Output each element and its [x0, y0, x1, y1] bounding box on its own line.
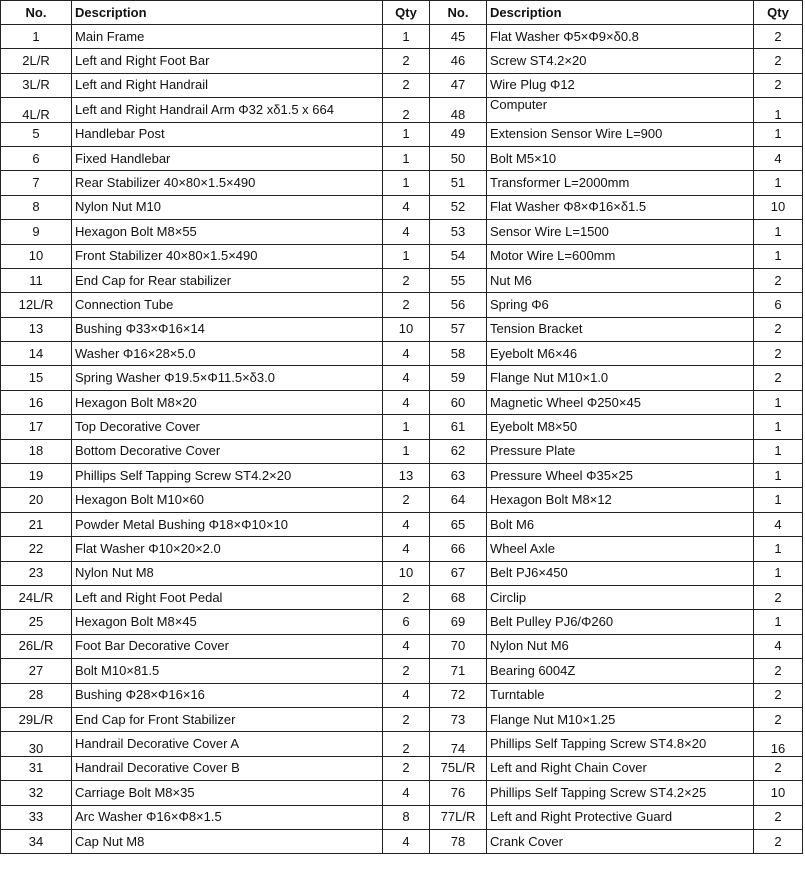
part-number-right: 54 [430, 244, 487, 268]
header-description: Description [72, 1, 383, 25]
part-number-right: 76 [430, 781, 487, 805]
table-row [1, 756, 803, 780]
part-description-right: Motor Wire L=600mm [487, 244, 754, 268]
part-quantity-left: 2 [383, 268, 430, 292]
part-number-left: 5 [1, 122, 72, 146]
part-number-right: 75L/R [430, 756, 487, 780]
part-description-left: Powder Metal Bushing Φ18×Φ10×10 [72, 512, 383, 536]
part-number-left: 3L/R [1, 73, 72, 97]
table-row [1, 342, 803, 366]
part-description-left: Foot Bar Decorative Cover [72, 634, 383, 658]
part-quantity-left: 1 [383, 146, 430, 170]
part-quantity-right: 1 [754, 122, 803, 146]
part-quantity-right: 1 [754, 171, 803, 195]
part-quantity-left: 4 [383, 634, 430, 658]
part-number-right: 69 [430, 610, 487, 634]
header-qty: Qty [383, 1, 430, 25]
part-quantity-right: 2 [754, 659, 803, 683]
part-description-right: Nut M6 [487, 268, 754, 292]
part-quantity-left: 4 [383, 512, 430, 536]
part-number-right: 61 [430, 415, 487, 439]
table-row [1, 171, 803, 195]
table-row [1, 488, 803, 512]
part-description-left: Phillips Self Tapping Screw ST4.2×20 [72, 464, 383, 488]
part-number-left: 29L/R [1, 707, 72, 731]
part-quantity-left: 1 [383, 415, 430, 439]
part-description-right: Flat Washer Φ8×Φ16×δ1.5 [487, 195, 754, 219]
part-quantity-left: 6 [383, 610, 430, 634]
part-description-right: Eyebolt M8×50 [487, 415, 754, 439]
part-quantity-right: 1 [754, 488, 803, 512]
part-number-right: 66 [430, 537, 487, 561]
part-quantity-right: 4 [754, 512, 803, 536]
part-number-right: 52 [430, 195, 487, 219]
part-description-right: Crank Cover [487, 829, 754, 853]
table-row [1, 146, 803, 170]
part-number-left: 22 [1, 537, 72, 561]
part-description-left: Fixed Handlebar [72, 146, 383, 170]
part-number-right: 64 [430, 488, 487, 512]
part-description-right: Turntable [487, 683, 754, 707]
part-description-right: Nylon Nut M6 [487, 634, 754, 658]
part-number-right: 49 [430, 122, 487, 146]
part-number-left: 25 [1, 610, 72, 634]
part-quantity-left: 2 [383, 488, 430, 512]
part-description-right: Flange Nut M10×1.25 [487, 707, 754, 731]
part-quantity-left: 1 [383, 122, 430, 146]
part-quantity-left: 2 [383, 49, 430, 73]
table-row [1, 415, 803, 439]
part-description-left: Left and Right Handrail Arm Φ32 xδ1.5 x 664 [72, 98, 383, 122]
part-number-left: 1 [1, 25, 72, 49]
header-row [1, 1, 803, 25]
part-quantity-left: 4 [383, 537, 430, 561]
part-description-left: Bushing Φ28×Φ16×16 [72, 683, 383, 707]
part-number-left: 33 [1, 805, 72, 829]
part-description-left: Main Frame [72, 25, 383, 49]
part-quantity-right: 2 [754, 585, 803, 609]
part-quantity-left: 2 [383, 73, 430, 97]
part-quantity-right: 2 [754, 25, 803, 49]
part-number-right: 71 [430, 659, 487, 683]
part-quantity-left: 1 [383, 25, 430, 49]
part-number-right: 55 [430, 268, 487, 292]
part-number-left: 34 [1, 829, 72, 853]
part-number-right: 46 [430, 49, 487, 73]
part-number-left: 15 [1, 366, 72, 390]
part-quantity-left: 2 [383, 732, 430, 756]
part-description-right: Sensor Wire L=1500 [487, 220, 754, 244]
part-description-right: Bolt M6 [487, 512, 754, 536]
part-description-left: Handlebar Post [72, 122, 383, 146]
part-quantity-right: 1 [754, 439, 803, 463]
header-no: No. [1, 1, 72, 25]
part-number-left: 10 [1, 244, 72, 268]
part-quantity-right: 2 [754, 683, 803, 707]
part-description-right: Flange Nut M10×1.0 [487, 366, 754, 390]
part-quantity-right: 1 [754, 537, 803, 561]
header-description-2: Description [487, 1, 754, 25]
part-description-right: Circlip [487, 585, 754, 609]
part-quantity-right: 2 [754, 805, 803, 829]
table-row [1, 293, 803, 317]
part-number-left: 18 [1, 439, 72, 463]
table-row [1, 244, 803, 268]
part-quantity-left: 4 [383, 390, 430, 414]
part-quantity-left: 2 [383, 293, 430, 317]
table-row [1, 585, 803, 609]
part-number-left: 11 [1, 268, 72, 292]
part-quantity-right: 1 [754, 390, 803, 414]
part-number-left: 27 [1, 659, 72, 683]
table-row [1, 25, 803, 49]
table-row [1, 707, 803, 731]
part-description-left: Bolt M10×81.5 [72, 659, 383, 683]
table-row [1, 781, 803, 805]
part-quantity-left: 4 [383, 829, 430, 853]
part-quantity-right: 2 [754, 366, 803, 390]
part-quantity-left: 2 [383, 756, 430, 780]
part-number-right: 51 [430, 171, 487, 195]
part-number-left: 12L/R [1, 293, 72, 317]
part-number-left: 4L/R [1, 98, 72, 122]
part-number-left: 24L/R [1, 585, 72, 609]
part-number-right: 65 [430, 512, 487, 536]
part-number-left: 21 [1, 512, 72, 536]
part-number-left: 20 [1, 488, 72, 512]
part-description-right: Bolt M5×10 [487, 146, 754, 170]
part-description-right: Pressure Wheel Φ35×25 [487, 464, 754, 488]
part-quantity-right: 16 [754, 732, 803, 756]
part-quantity-right: 2 [754, 49, 803, 73]
part-quantity-right: 2 [754, 756, 803, 780]
part-number-left: 30 [1, 732, 72, 756]
table-row [1, 512, 803, 536]
part-number-left: 16 [1, 390, 72, 414]
table-row [1, 805, 803, 829]
part-description-right: Computer [487, 98, 754, 122]
part-number-right: 78 [430, 829, 487, 853]
part-description-right: Transformer L=2000mm [487, 171, 754, 195]
part-description-right: Left and Right Protective Guard [487, 805, 754, 829]
part-description-left: Nylon Nut M10 [72, 195, 383, 219]
part-quantity-right: 6 [754, 293, 803, 317]
part-description-right: Pressure Plate [487, 439, 754, 463]
part-quantity-right: 4 [754, 634, 803, 658]
part-description-left: Spring Washer Φ19.5×Φ11.5×δ3.0 [72, 366, 383, 390]
part-number-right: 45 [430, 25, 487, 49]
header-no-2: No. [430, 1, 487, 25]
part-description-left: Arc Washer Φ16×Φ8×1.5 [72, 805, 383, 829]
part-description-right: Wire Plug Φ12 [487, 73, 754, 97]
table-row [1, 659, 803, 683]
part-quantity-left: 4 [383, 683, 430, 707]
part-description-right: Magnetic Wheel Φ250×45 [487, 390, 754, 414]
table-row [1, 634, 803, 658]
part-number-left: 32 [1, 781, 72, 805]
part-quantity-right: 1 [754, 244, 803, 268]
part-description-left: Hexagon Bolt M10×60 [72, 488, 383, 512]
table-row [1, 610, 803, 634]
part-number-left: 2L/R [1, 49, 72, 73]
part-quantity-right: 1 [754, 610, 803, 634]
part-description-left: Handrail Decorative Cover A [72, 732, 383, 756]
part-description-left: Flat Washer Φ10×20×2.0 [72, 537, 383, 561]
part-number-right: 74 [430, 732, 487, 756]
part-description-left: Bottom Decorative Cover [72, 439, 383, 463]
part-quantity-left: 1 [383, 171, 430, 195]
part-description-right: Flat Washer Φ5×Φ9×δ0.8 [487, 25, 754, 49]
part-number-left: 14 [1, 342, 72, 366]
part-quantity-right: 2 [754, 73, 803, 97]
part-description-right: Hexagon Bolt M8×12 [487, 488, 754, 512]
part-quantity-left: 8 [383, 805, 430, 829]
part-quantity-right: 10 [754, 195, 803, 219]
part-quantity-left: 4 [383, 342, 430, 366]
part-number-left: 26L/R [1, 634, 72, 658]
part-description-left: Hexagon Bolt M8×20 [72, 390, 383, 414]
part-quantity-left: 2 [383, 707, 430, 731]
part-description-right: Phillips Self Tapping Screw ST4.2×25 [487, 781, 754, 805]
part-number-right: 56 [430, 293, 487, 317]
part-quantity-left: 1 [383, 439, 430, 463]
part-description-left: Bushing Φ33×Φ16×14 [72, 317, 383, 341]
part-quantity-left: 10 [383, 317, 430, 341]
part-number-right: 60 [430, 390, 487, 414]
part-quantity-left: 2 [383, 585, 430, 609]
part-number-right: 73 [430, 707, 487, 731]
part-quantity-left: 2 [383, 98, 430, 122]
part-description-right: Screw ST4.2×20 [487, 49, 754, 73]
part-quantity-right: 2 [754, 317, 803, 341]
table-row [1, 317, 803, 341]
part-number-left: 23 [1, 561, 72, 585]
part-number-right: 48 [430, 98, 487, 122]
part-quantity-right: 2 [754, 342, 803, 366]
part-description-right: Bearing 6004Z [487, 659, 754, 683]
table-row [1, 464, 803, 488]
part-description-left: End Cap for Front Stabilizer [72, 707, 383, 731]
table-row [1, 537, 803, 561]
part-description-right: Tension Bracket [487, 317, 754, 341]
table-row [1, 561, 803, 585]
part-quantity-left: 4 [383, 366, 430, 390]
part-description-right: Belt PJ6×450 [487, 561, 754, 585]
table-row [1, 73, 803, 97]
part-quantity-right: 2 [754, 707, 803, 731]
part-description-left: End Cap for Rear stabilizer [72, 268, 383, 292]
part-description-right: Extension Sensor Wire L=900 [487, 122, 754, 146]
part-number-right: 58 [430, 342, 487, 366]
part-number-left: 9 [1, 220, 72, 244]
part-description-left: Hexagon Bolt M8×55 [72, 220, 383, 244]
part-number-left: 31 [1, 756, 72, 780]
part-number-left: 19 [1, 464, 72, 488]
part-description-left: Rear Stabilizer 40×80×1.5×490 [72, 171, 383, 195]
part-description-left: Handrail Decorative Cover B [72, 756, 383, 780]
table-row [1, 366, 803, 390]
table-row [1, 829, 803, 853]
part-quantity-left: 13 [383, 464, 430, 488]
part-quantity-right: 1 [754, 98, 803, 122]
part-number-right: 63 [430, 464, 487, 488]
table-row [1, 98, 803, 122]
part-number-left: 13 [1, 317, 72, 341]
part-quantity-left: 4 [383, 781, 430, 805]
table-row [1, 439, 803, 463]
part-description-left: Cap Nut M8 [72, 829, 383, 853]
part-number-left: 28 [1, 683, 72, 707]
table-row [1, 49, 803, 73]
part-quantity-right: 1 [754, 220, 803, 244]
part-number-right: 62 [430, 439, 487, 463]
part-number-right: 67 [430, 561, 487, 585]
table-row [1, 195, 803, 219]
part-description-left: Left and Right Foot Pedal [72, 585, 383, 609]
part-quantity-right: 2 [754, 829, 803, 853]
part-quantity-right: 4 [754, 146, 803, 170]
part-description-right: Spring Φ6 [487, 293, 754, 317]
table-row [1, 683, 803, 707]
part-description-right: Wheel Axle [487, 537, 754, 561]
table-row [1, 268, 803, 292]
table-row [1, 732, 803, 756]
part-description-left: Hexagon Bolt M8×45 [72, 610, 383, 634]
part-quantity-left: 4 [383, 220, 430, 244]
table-row [1, 220, 803, 244]
part-number-left: 8 [1, 195, 72, 219]
table-row [1, 390, 803, 414]
part-number-left: 17 [1, 415, 72, 439]
part-number-right: 59 [430, 366, 487, 390]
part-description-right: Eyebolt M6×46 [487, 342, 754, 366]
part-description-left: Nylon Nut M8 [72, 561, 383, 585]
part-description-left: Connection Tube [72, 293, 383, 317]
part-description-left: Left and Right Handrail [72, 73, 383, 97]
part-description-left: Washer Φ16×28×5.0 [72, 342, 383, 366]
part-number-right: 72 [430, 683, 487, 707]
part-description-right: Phillips Self Tapping Screw ST4.8×20 [487, 732, 754, 756]
part-quantity-right: 2 [754, 268, 803, 292]
part-quantity-right: 10 [754, 781, 803, 805]
part-number-right: 68 [430, 585, 487, 609]
part-number-left: 7 [1, 171, 72, 195]
table-row [1, 122, 803, 146]
part-quantity-right: 1 [754, 464, 803, 488]
part-quantity-right: 1 [754, 415, 803, 439]
part-quantity-left: 2 [383, 659, 430, 683]
part-number-right: 50 [430, 146, 487, 170]
part-description-right: Left and Right Chain Cover [487, 756, 754, 780]
part-description-left: Front Stabilizer 40×80×1.5×490 [72, 244, 383, 268]
part-description-left: Carriage Bolt M8×35 [72, 781, 383, 805]
part-description-right: Belt Pulley PJ6/Φ260 [487, 610, 754, 634]
part-quantity-left: 1 [383, 244, 430, 268]
part-quantity-right: 1 [754, 561, 803, 585]
part-number-right: 47 [430, 73, 487, 97]
header-qty-2: Qty [754, 1, 803, 25]
part-number-right: 53 [430, 220, 487, 244]
part-description-left: Left and Right Foot Bar [72, 49, 383, 73]
part-number-right: 70 [430, 634, 487, 658]
part-number-right: 57 [430, 317, 487, 341]
part-number-right: 77L/R [430, 805, 487, 829]
part-number-left: 6 [1, 146, 72, 170]
part-quantity-left: 4 [383, 195, 430, 219]
part-quantity-left: 10 [383, 561, 430, 585]
part-description-left: Top Decorative Cover [72, 415, 383, 439]
